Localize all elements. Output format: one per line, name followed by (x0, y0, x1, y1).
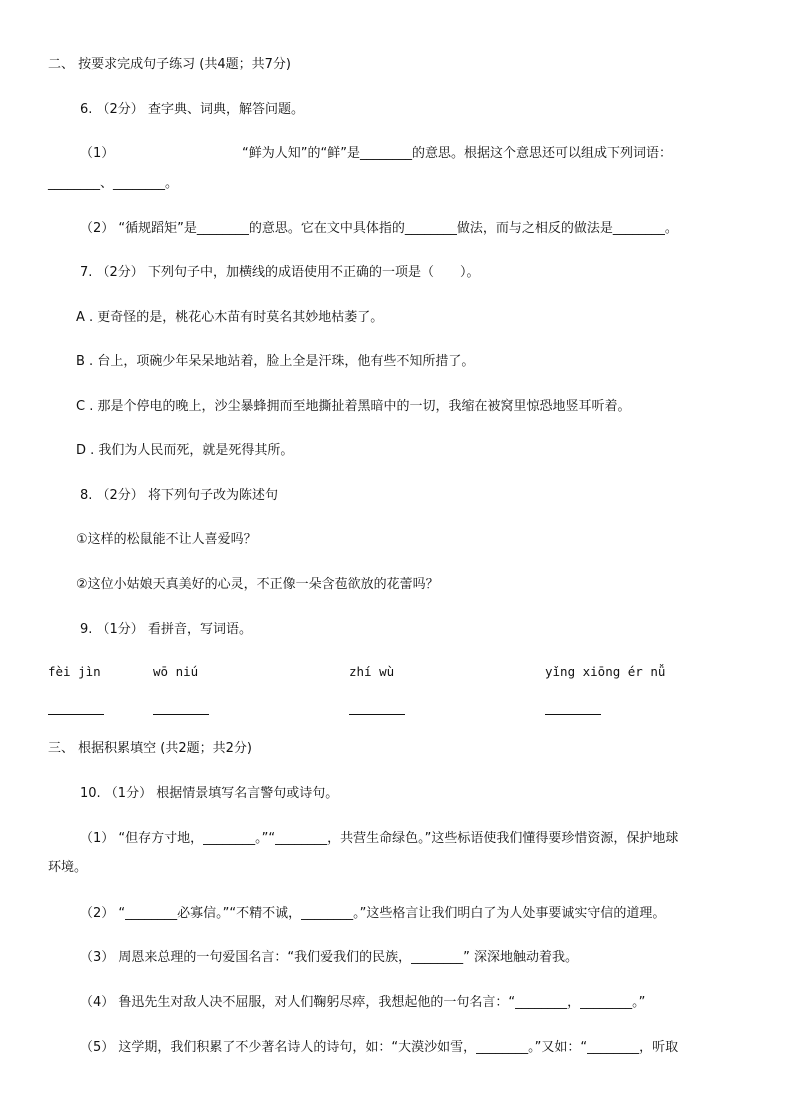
question-8-sentence-2: ②这位小姑娘天真美好的心灵，不正像一朵含苞欲放的花蕾吗？ (76, 577, 439, 592)
question-7-option-c: C . 那是个停电的晚上，沙尘暴蜂拥而至地撕扯着黑暗中的一切，我缩在被窝里惊恐地竖耳听着。 (76, 399, 631, 414)
question-10-part-2: （2） “________必寡信。”“不精不诚，________。”这些格言让我们明白了为人处事要诚实守信的道理。 (80, 906, 666, 921)
question-8-sentence-1: ①这样的松鼠能不让人喜爱吗？ (76, 532, 257, 547)
question-7-option-b: B . 台上，项碗少年呆呆地站着，脸上全是汗珠，他有些不知所措了。 (76, 354, 475, 369)
question-6-part-2: （2） “循规蹈矩”是________的意思。它在文中具体指的________做法，而与之相反的做法是________。 (80, 221, 678, 236)
question-7-stem: 7. （2分） 下列句子中，加横线的成语使用不正确的一项是（ ）。 (80, 265, 480, 280)
question-6-part-1-text: “鲜为人知”的“鲜”是________的意思。根据这个意思还可以组成下列词语： (242, 146, 672, 161)
question-10-stem: 10. （1分） 根据情景填写名言警句或诗句。 (80, 786, 339, 801)
question-6-part-1-label: （1） (80, 146, 115, 161)
section-heading: 二、 按要求完成句子练习 (共4题；共7分) (48, 57, 291, 72)
pinyin-4: yǐng xiōng ér nǚ (545, 664, 666, 679)
answer-blank-2 (153, 714, 209, 715)
question-10-part-3: （3） 周恩来总理的一句爱国名言：“我们爱我们的民族，________” 深深地触动着我。 (80, 950, 579, 965)
pinyin-1: fèi jìn (48, 664, 101, 679)
answer-blank-1 (48, 714, 104, 715)
pinyin-2: wō niú (153, 664, 199, 679)
question-10-part-4: （4） 鲁迅先生对敌人决不屈服，对人们鞠躬尽瘁，我想起他的一句名言：“________，________。” (80, 995, 646, 1010)
question-10-part-1: （1） “但存方寸地，________。”“________，共营生命绿色。”这些标语使我们懂得要珍惜资源，保护地球 (80, 831, 679, 846)
question-9-stem: 9. （1分） 看拼音，写词语。 (80, 622, 252, 637)
question-10-part-1-continued: 环境。 (48, 860, 88, 875)
section-heading: 三、 根据积累填空 (共2题；共2分) (48, 741, 252, 756)
pinyin-3: zhí wù (349, 664, 395, 679)
question-8-stem: 8. （2分） 将下列句子改为陈述句 (80, 488, 278, 503)
question-7-option-d: D . 我们为人民而死，就是死得其所。 (76, 443, 294, 458)
answer-blank-4 (545, 714, 601, 715)
question-7-option-a: A . 更奇怪的是，桃花心木苗有时莫名其妙地枯萎了。 (76, 310, 384, 325)
question-10-part-5: （5） 这学期，我们积累了不少著名诗人的诗句，如：“大漠沙如雪，________。”又如：“________，听取 (80, 1040, 679, 1055)
answer-blank-3 (349, 714, 405, 715)
question-6-stem: 6. （2分） 查字典、词典，解答问题。 (80, 102, 304, 117)
question-6-part-1-continued: ________、________。 (48, 176, 179, 191)
